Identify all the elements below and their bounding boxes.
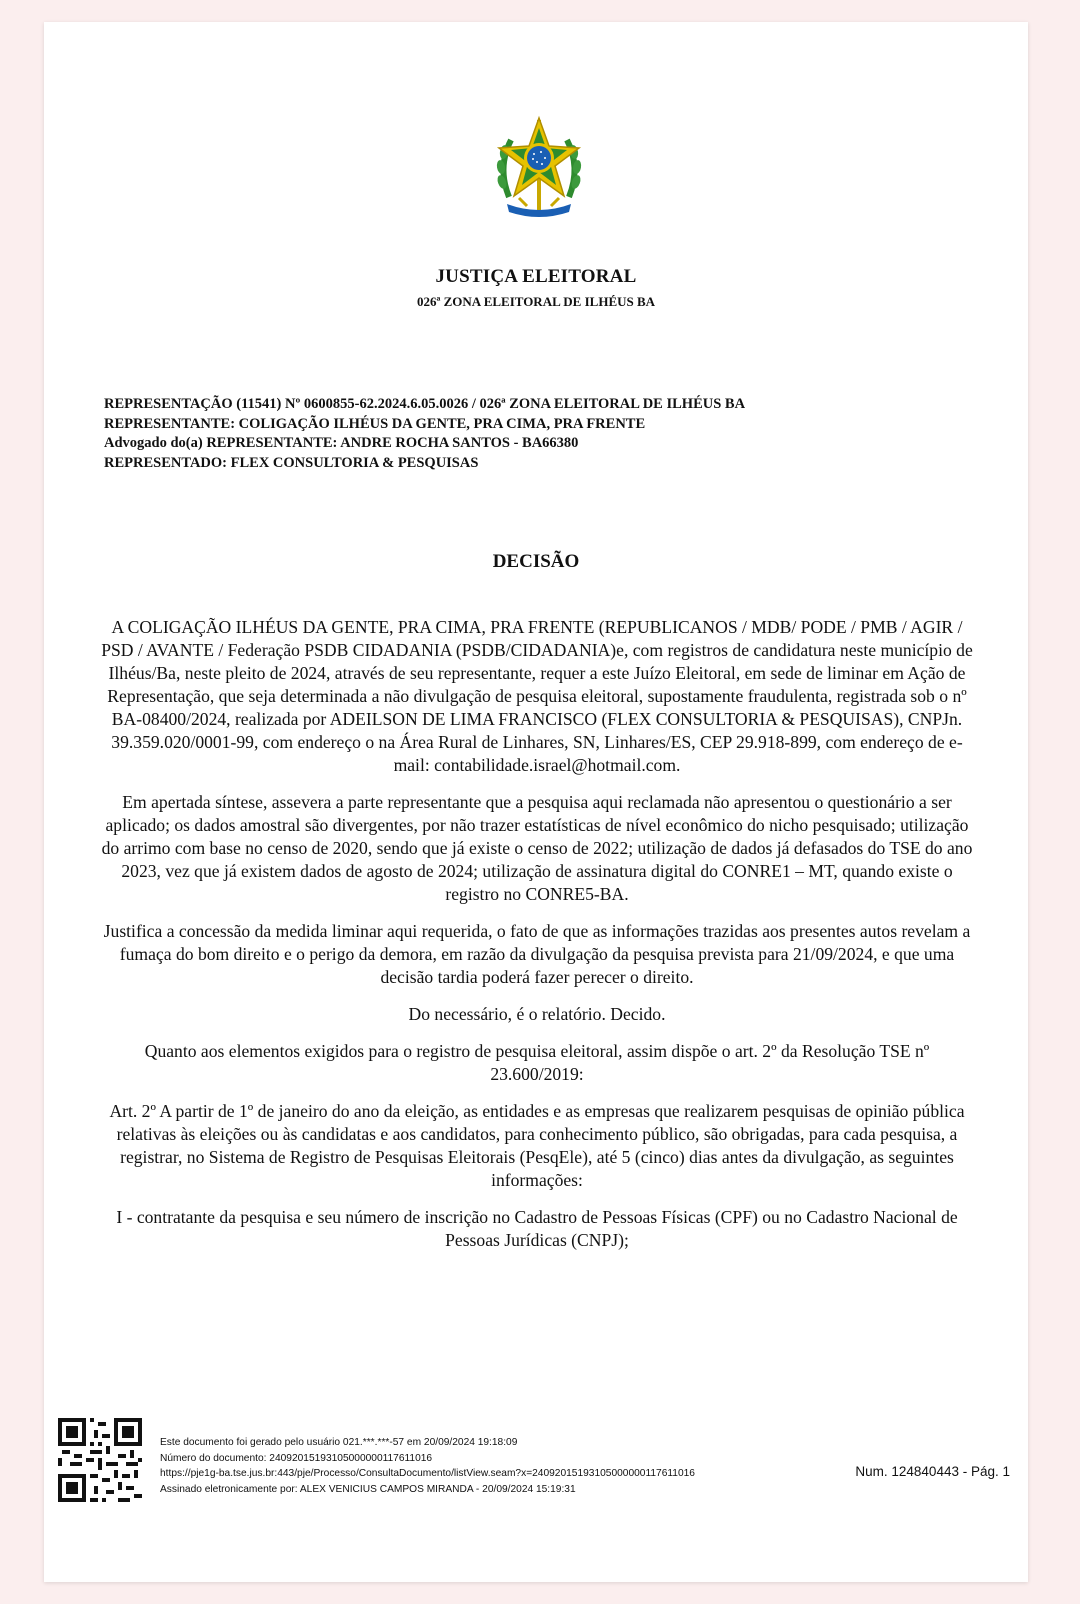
footer-line: Número do documento: 24092015193105000000117611016 <box>160 1452 433 1464</box>
body-paragraph: Justifica a concessão da medida liminar aqui requerida, o fato de que as informações trazidas aos presentes autos revelam a fumaça do bom direito e o perigo da demora, em razão da divulgação da pesquisa prevista para 21/09/2024, e que uma decisão tardia poderá fazer perecer o direito. <box>103 921 971 987</box>
footer-metadata <box>160 1435 695 1497</box>
footer-link[interactable]: https://pje1g-ba.tse.jus.br:443/pje/Processo/ConsultaDocumento/listView.seam?x=24092015193105000000117611016 <box>160 1468 695 1479</box>
body-paragraph: I - contratante da pesquisa e seu número de inscrição no Cadastro de Pessoas Físicas (CPF) ou no Cadastro Nacional de Pessoas Jurídicas (CNPJ); <box>116 1207 958 1250</box>
case-info-line: REPRESENTANTE: COLIGAÇÃO ILHÉUS DA GENTE, PRA CIMA, PRA FRENTE <box>104 415 646 432</box>
qr-code-icon[interactable] <box>58 1418 142 1502</box>
body-paragraph: Em apertada síntese, assevera a parte representante que a pesquisa aqui reclamada não apresentou o questionário a ser aplicado; os dados amostral são divergentes, por não trazer estatísticas de nível econômico do nicho pesquisado; utilização do arrimo com base no censo de 2020, sendo que já existe o censo de 2022; utilização de dados já defasados do TSE do ano 2023, vez que já existem dados de agosto de 2024; utilização de assinatura digital do CONRE1 – MT, quando existe o registro no CONRE5-BA. <box>101 792 973 904</box>
brasao-coat-of-arms-icon <box>489 112 589 222</box>
case-info <box>104 395 964 473</box>
document-footer <box>58 1418 1018 1508</box>
court-subtitle: 026ª ZONA ELEITORAL DE ILHÉUS BA <box>416 294 656 309</box>
body-paragraph: Do necessário, é o relatório. Decido. <box>408 1004 666 1024</box>
body-paragraph: Art. 2º A partir de 1º de janeiro do ano da eleição, as entidades e as empresas que realizarem pesquisas de opinião pública relativas às eleições ou às candidatas e aos candidatos, para conhecimento público, são obrigadas, para cada pesquisa, a registrar, no Sistema de Registro de Pesquisas Eleitorais (PesqEle), até 5 (cinco) dias antes da divulgação, as seguintes informações: <box>109 1101 965 1190</box>
body-paragraph: Quanto aos elementos exigidos para o registro de pesquisa eleitoral, assim dispõe o art. 2º da Resolução TSE nº 23.600/2019: <box>144 1041 930 1084</box>
footer-line: Assinado eletronicamente por: ALEX VENICIUS CAMPOS MIRANDA - 20/09/2024 15:19:31 <box>160 1483 576 1495</box>
document-page <box>44 22 1028 1582</box>
case-info-line: Advogado do(a) REPRESENTANTE: ANDRE ROCHA SANTOS - BA66380 <box>104 435 579 451</box>
body-paragraph: A COLIGAÇÃO ILHÉUS DA GENTE, PRA CIMA, PRA FRENTE (REPUBLICANOS / MDB/ PODE / PMB / AGIR / PSD / AVANTE / Federação PSDB CIDADANIA (PSDB/CIDADANIA)e, com registros de candidatura neste município de Ilhéus/Ba, neste pleito de 2024, através de seu representante, requer a este Juízo Eleitoral, em sede de liminar em Ação de Representação, que seja determinada a não divulgação de pesquisa eleitoral, supostamente fraudulenta, registrada sob o nº BA-08400/2024, realizada por ADEILSON DE LIMA FRANCISCO (FLEX CONSULTORIA & PESQUISAS), CNPJn. 39.359.020/0001-99, com endereço o na Área Rural de Linhares, SN, Linhares/ES, CEP 29.918-899, com endereço de e-mail: contabilidade.israel@hotmail.com. <box>101 617 973 775</box>
page-number: Num. 124840443 - Pág. 1 <box>855 1464 1010 1479</box>
case-info-line: REPRESENTAÇÃO (11541) Nº 0600855-62.2024.6.05.0026 / 026ª ZONA ELEITORAL DE ILHÉUS BA <box>104 396 746 412</box>
decision-title: DECISÃO <box>492 551 580 572</box>
court-title: JUSTIÇA ELEITORAL <box>435 266 637 287</box>
footer-line: Este documento foi gerado pelo usuário 021.***.***-57 em 20/09/2024 19:18:09 <box>160 1437 518 1448</box>
decision-body <box>100 616 974 1266</box>
case-info-line: REPRESENTADO: FLEX CONSULTORIA & PESQUISAS <box>104 454 479 471</box>
